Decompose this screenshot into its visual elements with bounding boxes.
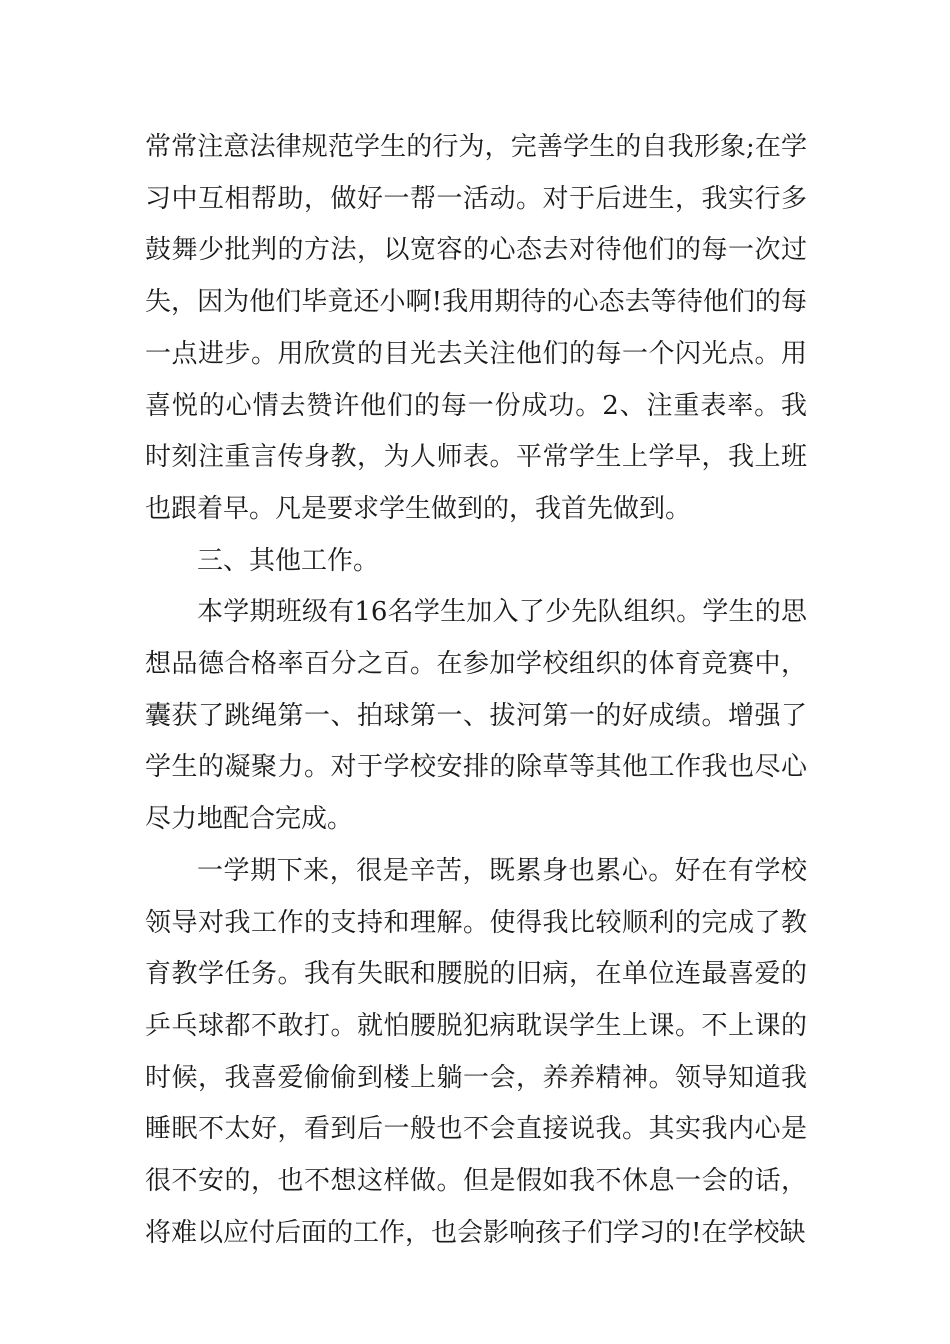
- paragraph-class-achievements: 本学期班级有16名学生加入了少先队组织。学生的思想品德合格率百分之百。在参加学校组织的体育竞赛中，囊获了跳绳第一、拍球第一、拔河第一的好成绩。增强了学生的凝聚力。对于学校安排的除草等其他工作我也尽心尽力地配合完成。: [145, 597, 807, 835]
- paragraph-semester-reflection: 一学期下来，很是辛苦，既累身也累心。好在有学校领导对我工作的支持和理解。使得我比较顺利的完成了教育教学任务。我有失眠和腰脱的旧病，在单位连最喜爱的乒乓球都不敢打。就怕腰脱犯病耽误学生上课。不上课的时候，我喜爱偷偷到楼上躺一会，养养精神。领导知道我睡眠不太好，看到后一般也不会直接说我。其实我内心是很不安的，也不想这样做。但是假如我不休息一会的话，将难以应付后面的工作，也会影响孩子们学习的!在学校缺: [145, 855, 807, 1248]
- paragraph-student-behavior: 常常注意法律规范学生的行为，完善学生的自我形象;在学习中互相帮助，做好一帮一活动。对于后进生，我实行多鼓舞少批判的方法，以宽容的心态去对待他们的每一次过失，因为他们毕竟还小啊!我用期待的心态去等待他们的每一点进步。用欣赏的目光去关注他们的每一个闪光点。用喜悦的心情去赞许他们的每一份成功。2、注重表率。我时刻注重言传身教，为人师表。平常学生上学早，我上班也跟着早。凡是要求学生做到的，我首先做到。: [145, 132, 807, 524]
- section-heading-other-work: 三、其他工作。: [197, 545, 380, 576]
- document-page: [145, 122, 807, 1259]
